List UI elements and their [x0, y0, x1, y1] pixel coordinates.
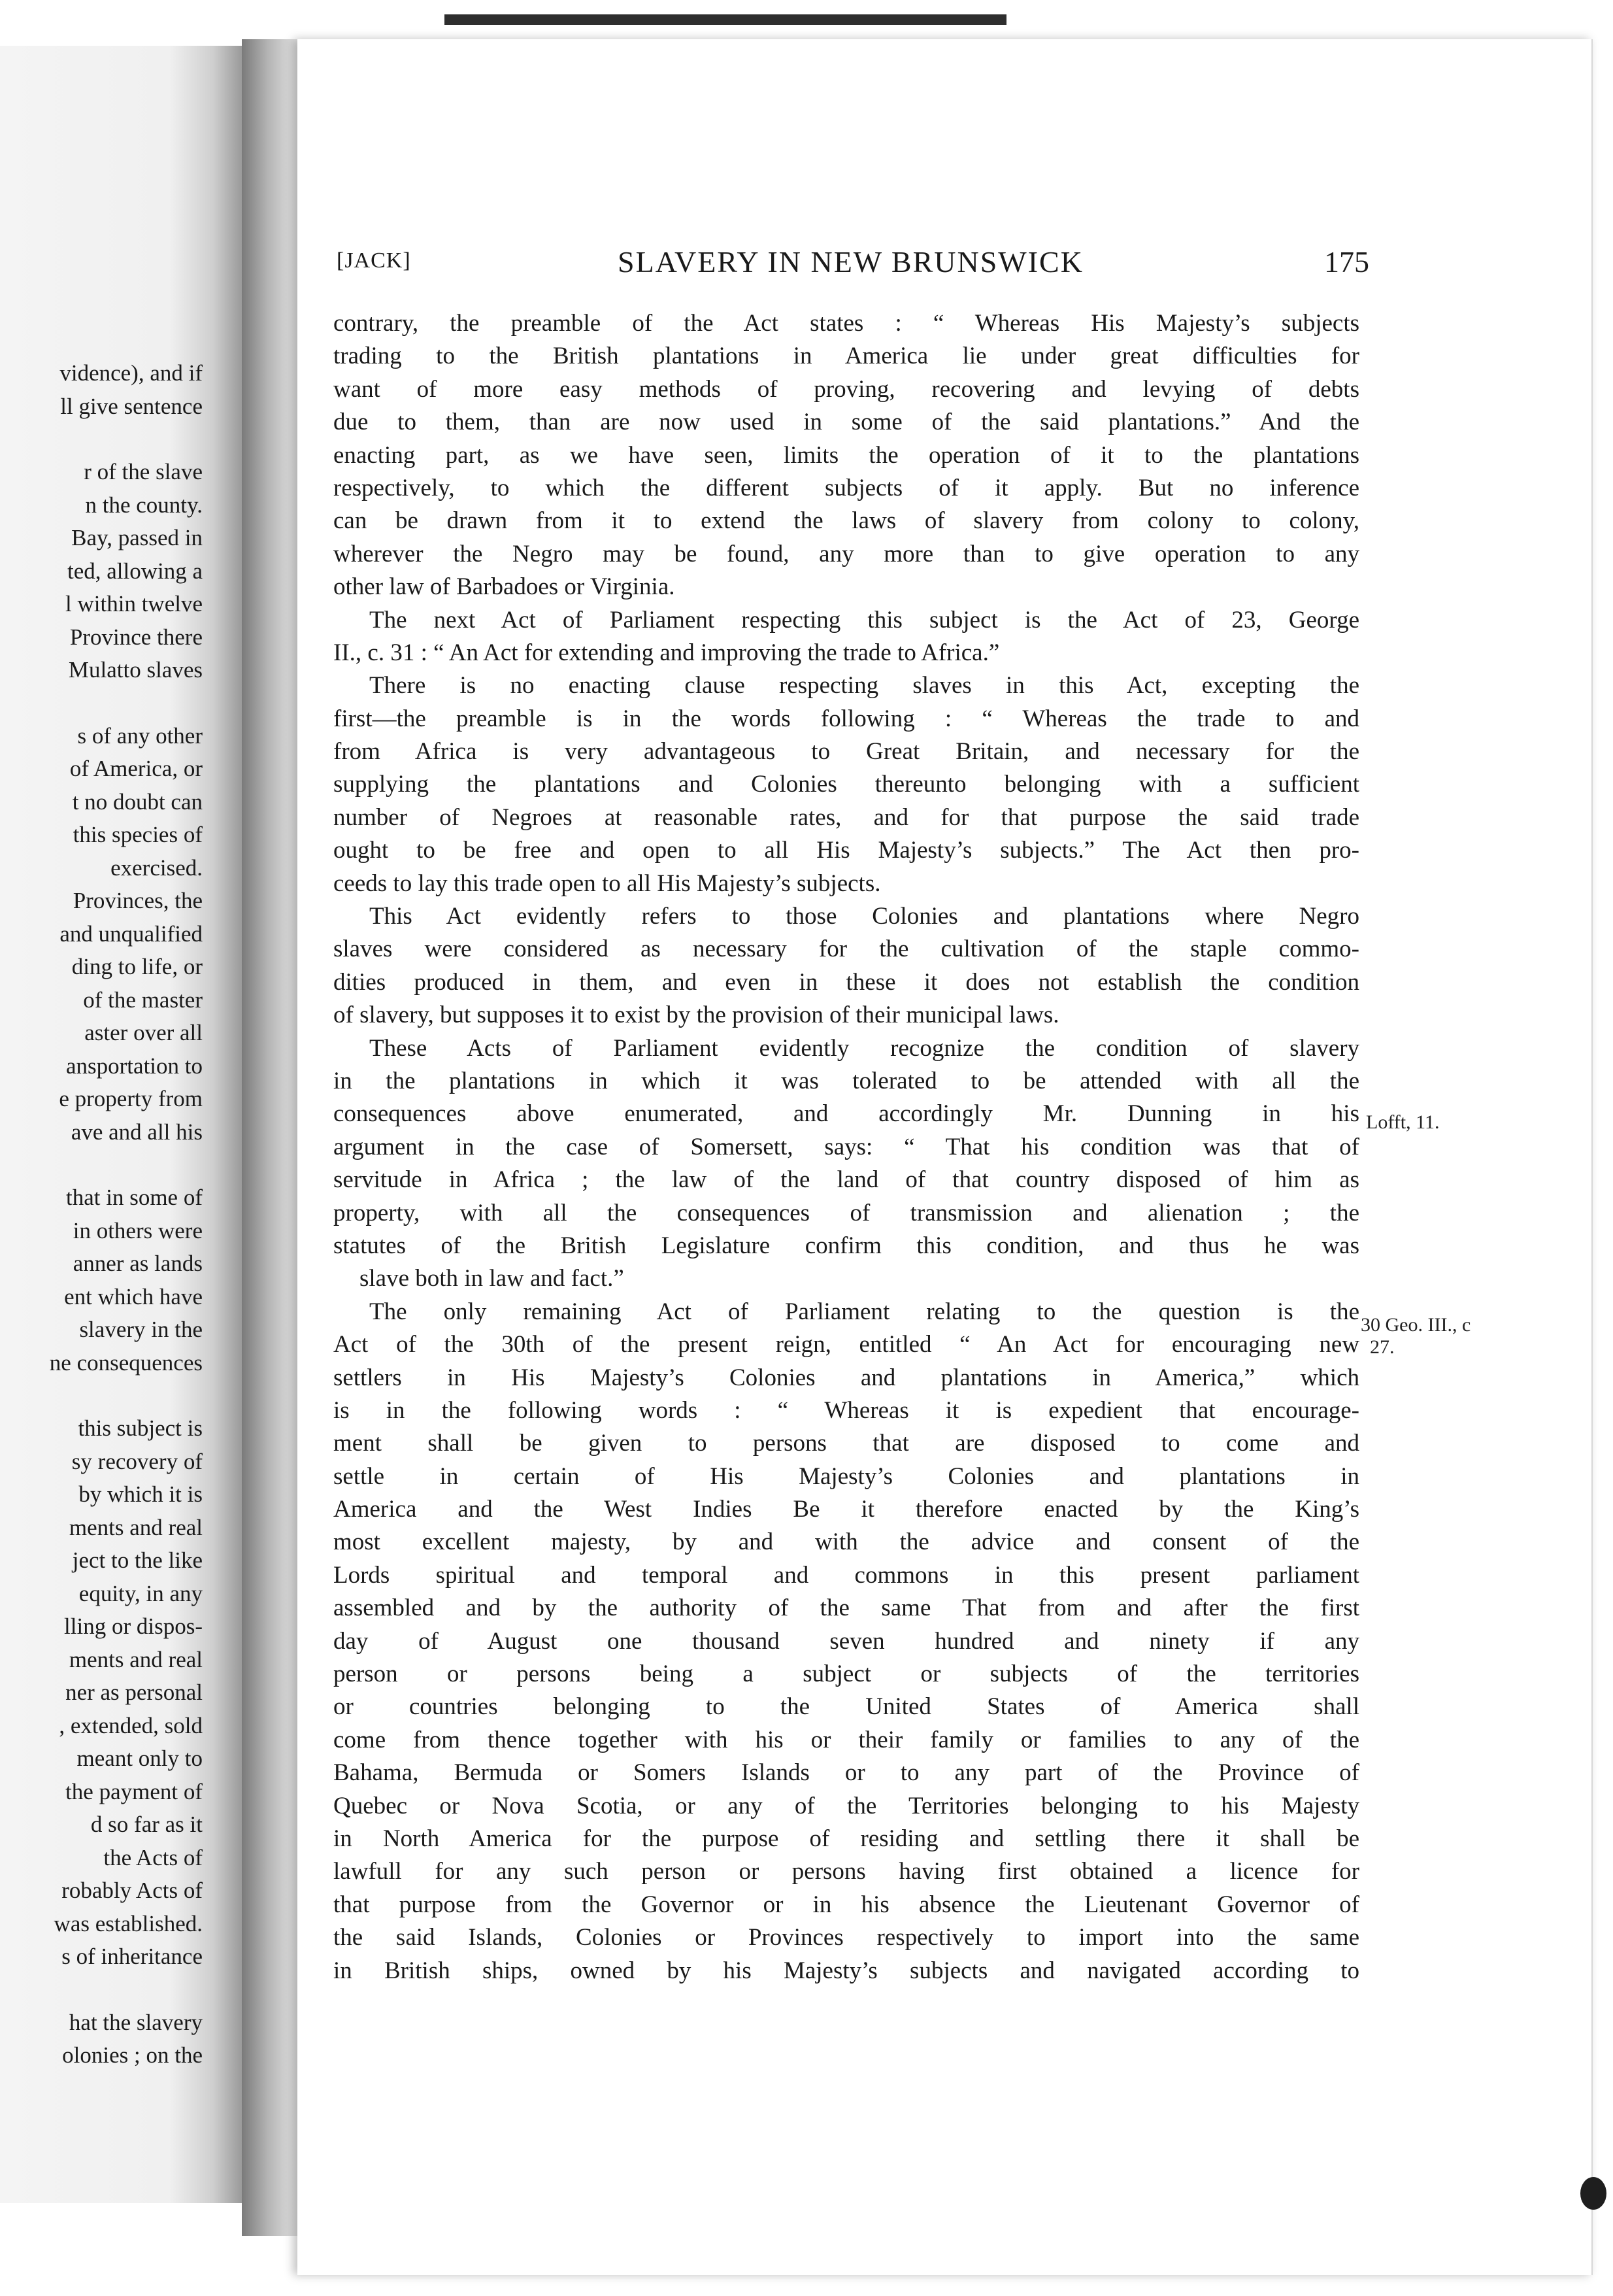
- facing-page-line: s of any other: [77, 722, 203, 749]
- facing-page-line: hat the slavery: [69, 2009, 203, 2035]
- facing-page-line: was established.: [54, 1910, 203, 1936]
- facing-page-line: Mulatto slaves: [68, 657, 203, 683]
- margin-note-lofft: Lofft, 11.: [1366, 1111, 1440, 1133]
- facing-page-line: meant only to: [76, 1746, 203, 1771]
- text-line: due to them, than are now used in some of the said plantations.” And the: [333, 409, 1359, 436]
- text-line: The only remaining Act of Parliament relating to the question is the: [369, 1298, 1359, 1325]
- text-line: in the plantations in which it was tolerated to be attended with all the: [333, 1067, 1359, 1094]
- facing-page: [0, 46, 242, 2203]
- text-line: II., c. 31 : “ An Act for extending and improving the trade to Africa.”: [333, 639, 1000, 666]
- facing-page-line: of the master: [83, 987, 203, 1013]
- facing-page-line: ted, allowing a: [67, 558, 203, 584]
- facing-page-line: this subject is: [78, 1415, 203, 1441]
- facing-page-line: ding to life, or: [71, 954, 203, 979]
- text-line: ment shall be given to persons that are disposed to come and: [333, 1430, 1359, 1457]
- text-line: slaves were considered as necessary for the cultivation of the staple commo-: [333, 936, 1359, 963]
- facing-page-line: exercised.: [110, 854, 203, 881]
- book-gutter: [242, 39, 301, 2236]
- text-line: There is no enacting clause respecting slaves in this Act, excepting the: [369, 672, 1359, 700]
- text-line: dities produced in them, and even in these it does not establish the condition: [333, 968, 1359, 996]
- facing-page-line: vidence), and if: [59, 360, 203, 386]
- facing-page-line: of America, or: [69, 756, 203, 781]
- text-line: wherever the Negro may be found, any more than to give operation to any: [333, 540, 1359, 567]
- text-line: contrary, the preamble of the Act states : “ Whereas His Majesty’s subjects: [333, 310, 1359, 337]
- text-line: argument in the case of Somersett, says: “ That his condition was that of: [333, 1133, 1359, 1160]
- text-line: number of Negroes at reasonable rates, and for that purpose the said trade: [333, 803, 1359, 831]
- facing-page-line: e property from: [59, 1086, 203, 1111]
- text-line: person or persons being a subject or subjects of the territories: [333, 1661, 1359, 1688]
- text-line: is in the following words : “ Whereas it is expedient that encourage-: [333, 1396, 1359, 1424]
- text-line: the said Islands, Colonies or Provinces respectively to import into the same: [333, 1924, 1359, 1951]
- text-line: ceeds to lay this trade open to all His Majesty’s subjects.: [333, 869, 881, 897]
- text-line: These Acts of Parliament evidently recognize the condition of slavery: [369, 1034, 1359, 1062]
- margin-note-statute: [1361, 1314, 1471, 1359]
- text-line: day of August one thousand seven hundred and ninety if any: [333, 1627, 1359, 1655]
- facing-page-line: r of the slave: [84, 459, 203, 484]
- facing-page-line: [0, 1379, 203, 1412]
- text-line: from Africa is very advantageous to Great Britain, and necessary for the: [333, 738, 1359, 766]
- facing-page-line: equity, in any: [78, 1580, 203, 1606]
- text-line: statutes of the British Legislature confirm this condition, and thus he was: [333, 1232, 1359, 1259]
- facing-page-line: Provinces, the: [73, 888, 203, 913]
- facing-page-line: anner as lands: [73, 1251, 203, 1276]
- facing-page-line: this species of: [73, 822, 203, 847]
- facing-page-line: by which it is: [78, 1481, 203, 1507]
- text-line: come from thence together with his or their family or families to any of the: [333, 1726, 1359, 1753]
- text-line: can be drawn from it to extend the laws of slavery from colony to colony,: [333, 507, 1359, 535]
- facing-page-line: [0, 1149, 203, 1181]
- facing-page-line: olonies ; on the: [62, 2042, 203, 2068]
- facing-page-line: ll give sentence: [60, 393, 203, 419]
- running-author: [JACK]: [337, 248, 411, 273]
- facing-page-line: slavery in the: [79, 1317, 203, 1342]
- facing-page-line: ent which have: [64, 1283, 203, 1309]
- facing-page-line: d so far as it: [90, 1812, 203, 1837]
- facing-page-line: t no doubt can: [72, 788, 203, 815]
- text-line: servitude in Africa ; the law of the land of that country disposed of him as: [333, 1166, 1359, 1194]
- text-line: other law of Barbadoes or Virginia.: [333, 573, 675, 601]
- text-line: The next Act of Parliament respecting this subject is the Act of 23, George: [369, 606, 1359, 633]
- facing-page-line: Province there: [69, 624, 203, 650]
- facing-page-line: ject to the like: [72, 1547, 203, 1573]
- facing-page-line: [0, 423, 203, 456]
- scan-artifact: [1580, 2177, 1606, 2210]
- facing-page-line: ne consequences: [49, 1349, 203, 1376]
- facing-page-line: ansportation to: [66, 1053, 203, 1079]
- text-line: in British ships, owned by his Majesty’s subjects and navigated according to: [333, 1957, 1359, 1984]
- facing-page-line: Bay, passed in: [71, 525, 203, 550]
- text-line: most excellent majesty, by and with the advice and consent of the: [333, 1528, 1359, 1556]
- facing-page-line: robably Acts of: [61, 1878, 203, 1903]
- text-line: Bahama, Bermuda or Somers Islands or to any part of the Province of: [333, 1759, 1359, 1787]
- text-line: Lords spiritual and temporal and commons in this present parliament: [333, 1561, 1359, 1589]
- facing-page-line: , extended, sold: [59, 1712, 203, 1738]
- facing-page-line: the payment of: [65, 1778, 203, 1804]
- text-line: trading to the British plantations in America lie under great difficulties for: [333, 343, 1359, 370]
- facing-page-line: that in some of: [66, 1185, 203, 1210]
- facing-page-line: the Acts of: [103, 1844, 203, 1870]
- text-line: of slavery, but supposes it to exist by the provision of their municipal laws.: [333, 1002, 1059, 1029]
- facing-page-line: aster over all: [84, 1020, 203, 1045]
- facing-page-line: n the county.: [85, 492, 203, 518]
- text-line: Quebec or Nova Scotia, or any of the Territories belonging to his Majesty: [333, 1792, 1359, 1819]
- facing-page-line: and unqualified: [59, 920, 203, 947]
- facing-page-line: ments and real: [69, 1514, 203, 1540]
- running-title: SLAVERY IN NEW BRUNSWICK: [618, 245, 1084, 279]
- text-line: assembled and by the authority of the same That from and after the first: [333, 1595, 1359, 1622]
- text-line: ought to be free and open to all His Majesty’s subjects.” The Act then pro-: [333, 837, 1359, 864]
- text-line: lawfull for any such person or persons having first obtained a licence for: [333, 1858, 1359, 1885]
- text-line: consequences above enumerated, and accordingly Mr. Dunning in his: [333, 1100, 1359, 1128]
- running-header: [337, 245, 1369, 288]
- facing-page-line: ave and all his: [71, 1119, 203, 1145]
- facing-page-line: [0, 1974, 203, 2006]
- text-line: This Act evidently refers to those Colonies and plantations where Negro: [369, 903, 1359, 930]
- text-line: or countries belonging to the United States of America shall: [333, 1693, 1359, 1721]
- text-line: in North America for the purpose of residing and settling there it shall be: [333, 1825, 1359, 1852]
- body-text: [333, 307, 1359, 1987]
- text-line: supplying the plantations and Colonies thereunto belonging with a sufficient: [333, 771, 1359, 798]
- facing-page-line: ments and real: [69, 1646, 203, 1672]
- text-line: property, with all the consequences of transmission and alienation ; the: [333, 1199, 1359, 1226]
- margin-note-statute-line1: 30 Geo. III., c: [1361, 1314, 1471, 1336]
- text-line: want of more easy methods of proving, recovering and levying of debts: [333, 375, 1359, 403]
- text-line: respectively, to which the different subjects of it apply. But no inference: [333, 474, 1359, 501]
- text-line: settlers in His Majesty’s Colonies and plantations in America,” which: [333, 1364, 1359, 1391]
- page-number: 175: [1324, 245, 1369, 279]
- text-line: enacting part, as we have seen, limits the operation of it to the plantations: [333, 441, 1359, 469]
- facing-page-line: lling or dispos-: [64, 1613, 203, 1639]
- facing-page-line: in others were: [73, 1217, 203, 1243]
- facing-page-line: s of inheritance: [61, 1944, 203, 1969]
- text-line: settle in certain of His Majesty’s Colonies and plantations in: [333, 1462, 1359, 1490]
- margin-note-statute-line2: 27.: [1370, 1336, 1395, 1358]
- facing-page-line: l within twelve: [65, 591, 203, 616]
- text-line: that purpose from the Governor or in his absence the Lieutenant Governor of: [333, 1891, 1359, 1918]
- top-edge-bar: [444, 14, 1006, 25]
- text-line: slave both in law and fact.”: [359, 1265, 624, 1292]
- facing-page-line: sy recovery of: [71, 1448, 203, 1474]
- text-line: Act of the 30th of the present reign, entitled “ An Act for encouraging new: [333, 1331, 1359, 1359]
- facing-page-line: ner as personal: [65, 1680, 203, 1705]
- text-line: first—the preamble is in the words following : “ Whereas the trade to and: [333, 705, 1359, 732]
- text-line: America and the West Indies Be it therefore enacted by the King’s: [333, 1496, 1359, 1523]
- facing-page-line: [0, 687, 203, 720]
- facing-page-text: [0, 357, 203, 2072]
